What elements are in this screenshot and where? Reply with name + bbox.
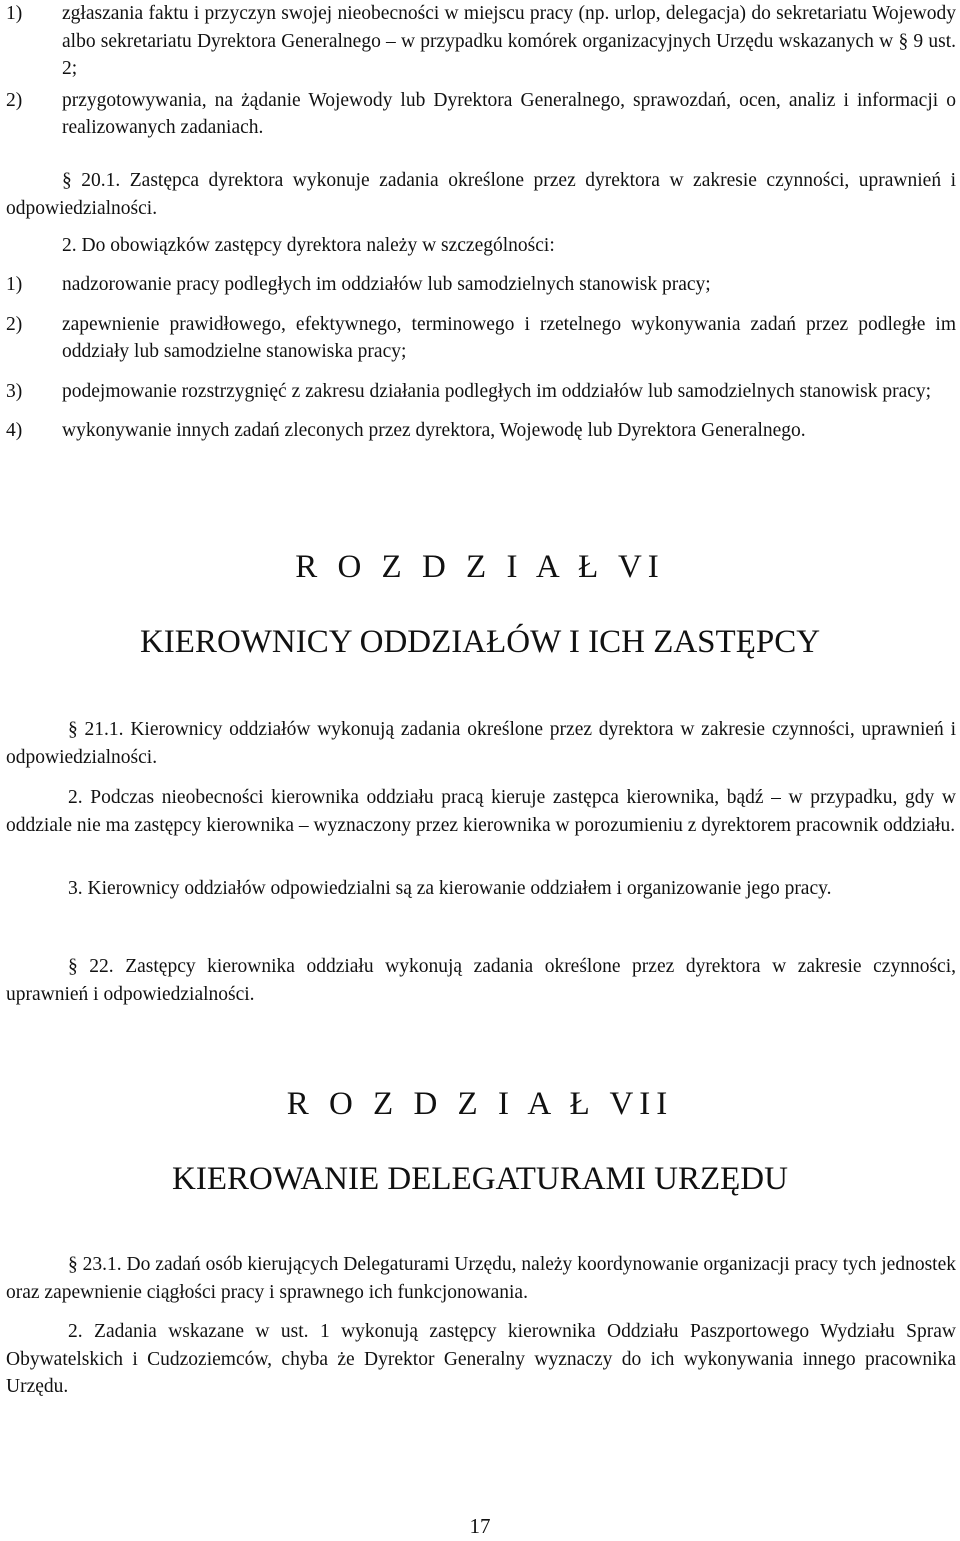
chapter-7-title: KIEROWANIE DELEGATURAMI URZĘDU [172,1161,788,1197]
paragraph-text: § 22. Zastępcy kierownika oddziału wykonują zadania określone przez dyrektora w zakresie czynności, uprawnień i odpowiedzialności. [6,956,956,1005]
chapter-6-title: KIEROWNICY ODDZIAŁÓW I ICH ZASTĘPCY [139,624,821,660]
item-number: 2) [6,313,23,335]
paragraph-23-1 [6,1251,956,1306]
item-text: podejmowanie rozstrzygnięć z zakresu działania podległych im oddziałów lub samodzielnych stanowisk pracy; [62,380,932,402]
list-item [6,0,956,83]
chapter-6-label: R O Z D Z I A Ł VI [295,549,665,585]
paragraph-21-1 [6,716,956,771]
item-text: przygotowywania, na żądanie Wojewody lub Dyrektora Generalnego, sprawozdań, ocen, analiz i informacji o realizowanych zadaniach. [62,89,956,138]
item-number: 4) [6,420,23,441]
list-item [6,87,956,142]
item-number: 1) [6,274,23,295]
chapter-7-label: R O Z D Z I A Ł VII [286,1086,674,1122]
paragraph-text: 2. Zadania wskazane w ust. 1 wykonują zastępcy kierownika Oddziału Paszportowego Wydziału Spraw Obywatelskich i Cudzoziemców, chyba że Dyrektor Generalny wyznaczy do ich wykonywania innego pracownika Urzędu. [6,1321,956,1397]
paragraph-21-3 [6,875,956,903]
intro-list [6,0,956,142]
item-number: 2) [6,89,23,111]
paragraph-text: § 20.1. Zastępca dyrektora wykonuje zadania określone przez dyrektora w zakresie czynności, uprawnień i odpowiedzialności. [6,170,956,219]
paragraph-23-2 [6,1318,956,1401]
paragraph-20-2 [6,232,956,260]
paragraph-text: § 21.1. Kierownicy oddziałów wykonują zadania określone przez dyrektora w zakresie czynności, uprawnień i odpowiedzialności. [6,719,956,768]
paragraph-text: 2. Do obowiązków zastępcy dyrektora należy w szczególności: [62,235,555,256]
item-text: zapewnienie prawidłowego, efektywnego, terminowego i rzetelnego wykonywania zadań przez podległe im oddziały lub samodzielne stanowiska pracy; [62,313,956,362]
paragraph-21-2 [6,784,956,839]
page-number: 17 [469,1514,491,1538]
list-item [6,378,956,406]
item-number: 3) [6,380,23,402]
paragraph-20-1 [6,167,956,222]
paragraph-22 [6,953,956,1008]
item-text: nadzorowanie pracy podległych im oddziałów lub samodzielnych stanowisk pracy; [62,274,711,295]
item-text: wykonywanie innych zadań zleconych przez dyrektora, Wojewodę lub Dyrektora Generalnego. [62,420,806,441]
duties-list [6,271,956,445]
list-item [6,311,956,366]
paragraph-text: 2. Podczas nieobecności kierownika oddziału pracą kieruje zastępca kierownika, bądź – w przypadku, gdy w oddziale nie ma zastępcy kierownika – wyznaczony przez kierownika w porozumieniu z dyrektorem pracownik oddziału. [6,787,956,836]
list-item [6,417,956,445]
paragraph-text: § 23.1. Do zadań osób kierujących Delegaturami Urzędu, należy koordynowanie organizacji pracy tych jednostek oraz zapewnienie ciągłości pracy i sprawnego ich funkcjonowania. [6,1254,956,1303]
item-number: 1) [6,3,23,24]
paragraph-text: 3. Kierownicy oddziałów odpowiedzialni są za kierowanie oddziałem i organizowanie jego pracy. [68,878,832,899]
item-text: zgłaszania faktu i przyczyn swojej nieobecności w miejscu pracy (np. urlop, delegacja) do sekretariatu Wojewody albo sekretariatu Dyrektora Generalnego – w przypadku komórek organizacyjnych Urzędu wskazanych w § 9 ust. 2; [62,3,956,79]
list-item [6,271,956,299]
